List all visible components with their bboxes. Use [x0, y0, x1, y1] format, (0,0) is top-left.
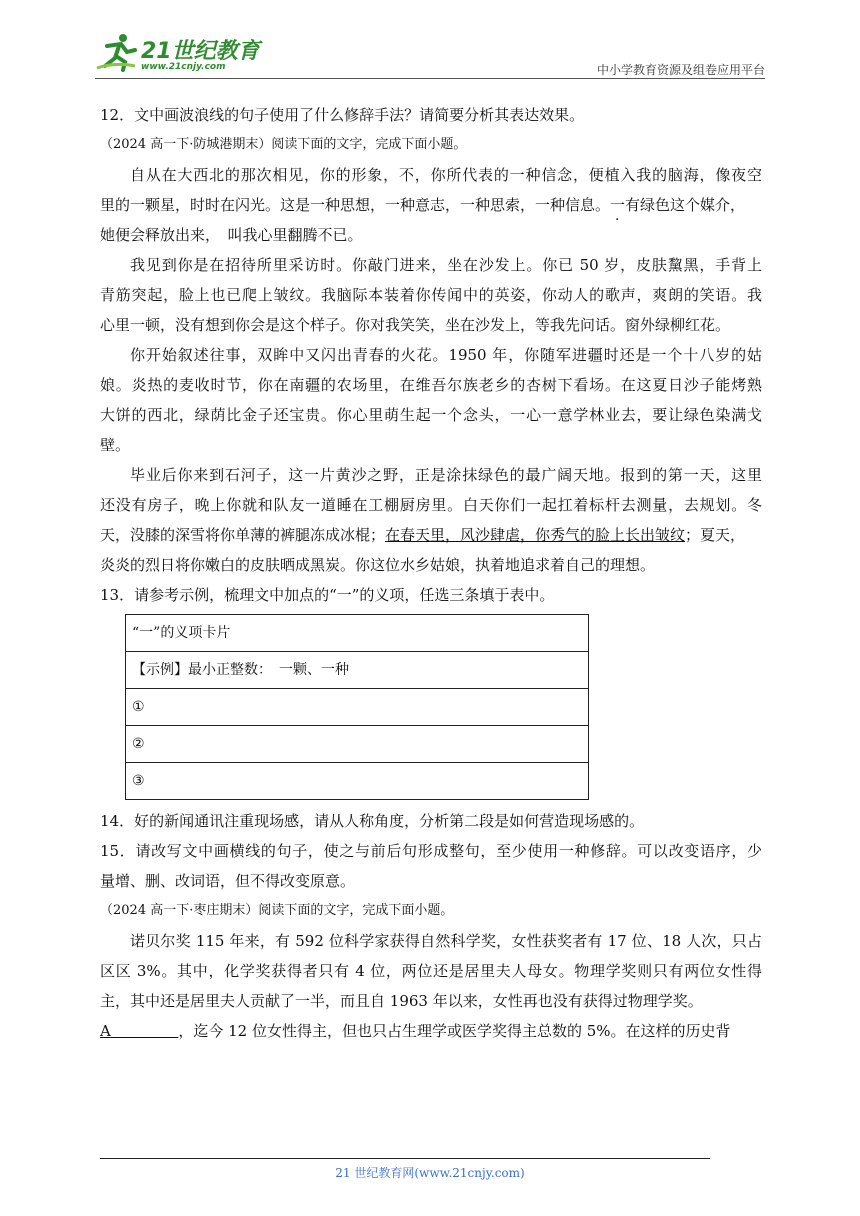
passage1-p4-line1: 毕业后你来到石河子，这一片黄沙之野，正是涂抹绿色的最广阔天地。报到的第一天，这里 — [130, 466, 762, 484]
page-footer: 21 世纪教育网(www.21cnjy.com) — [335, 1166, 525, 1180]
question-13: 13．请参考示例，梳理文中加点的“一”的义项，任选三条填于表中。 — [100, 586, 555, 604]
header-platform-text: 中小学教育资源及组卷应用平台 — [596, 63, 765, 77]
card-example: 【示例】最小正整数： 一颗、一种 — [126, 652, 589, 689]
passage1-p2-line3: 心里一顿，没有想到你会是这个样子。你对我笑笑，坐在沙发上，等我先问话。窗外绿柳红花。 — [100, 316, 731, 334]
passage1-p1-line3: 她便会释放出来， 叫我心里翻腾不已。 — [100, 226, 363, 244]
text-span: 里的一颗星，时时在闪光。这是一种思想，一种意志，一种思索，一种信息。 — [100, 196, 611, 214]
card-row-2[interactable]: ② — [126, 726, 589, 763]
document-body — [100, 100, 762, 1046]
passage1-p3-line4: 壁。 — [100, 436, 131, 454]
header-divider — [95, 78, 765, 79]
card-title: “一”的义项卡片 — [126, 615, 589, 652]
passage1-p1-line2 — [100, 190, 762, 220]
question-14: 14．好的新闻通讯注重现场感，请从人称角度，分析第二段是如何营造现场感的。 — [100, 812, 645, 830]
passage1-p2-line2: 青筋突起，脸上也已爬上皱纹。我脑际本装着你传闻中的英姿，你动人的歌声，爽朗的笑语。我 — [100, 286, 762, 304]
passage1-p1-line1: 自从在大西北的那次相见，你的形象，不，你所代表的一种信念，便植入我的脑海，像夜空 — [130, 166, 762, 184]
passage1-p3-line2: 娘。炎热的麦收时节，你在南疆的农场里，在维吾尔族老乡的杏树下看场。在这夏日沙子能烤熟 — [100, 376, 762, 394]
runner-logo-icon — [95, 32, 139, 72]
text-span: 有绿色这个媒介， — [625, 196, 746, 214]
card-row-1[interactable]: ① — [126, 689, 589, 726]
logo-text: 21世纪教育 — [141, 39, 260, 64]
passage2-p1-line3: 主，其中还是居里夫人贡献了一半，而且自 1963 年以来，女性再也没有获得过物理学奖。 — [100, 992, 703, 1010]
passage1-p4-line4: 炎炎的烈日将你嫩白的皮肤晒成黑炭。你这位水乡姑娘，执着地追求着自己的理想。 — [100, 556, 656, 574]
card-row-3[interactable]: ③ — [126, 763, 589, 800]
passage1-p3-line1: 你开始叙述往事，双眸中又闪出青春的火花。1950 年，你随军进疆时还是一个十八岁的姑 — [130, 346, 762, 364]
passage1-p3-line3: 大饼的西北，绿荫比金子还宝贵。你心里萌生起一个念头，一心一意学林业去，要让绿色染满戈 — [100, 406, 762, 424]
source-note-2: （2024 高一下·枣庄期末）阅读下面的文字，完成下面小题。 — [100, 903, 454, 918]
passage2-p1-line1: 诺贝尔奖 115 年来，有 592 位科学家获得自然科学奖，女性获奖者有 17 位、18 人次，只占 — [130, 932, 762, 950]
question-15-line2: 量增、删、改词语，但不得改变原意。 — [100, 872, 356, 890]
source-note-1: （2024 高一下·防城港期末）阅读下面的文字，完成下面小题。 — [100, 137, 467, 152]
text-span: ；夏天， — [685, 526, 746, 544]
question-12: 12．文中画波浪线的句子使用了什么修辞手法？请简要分析其表达效果。 — [100, 106, 585, 124]
logo-url: www.21cnjy.com — [141, 62, 226, 72]
passage1-p4-line2: 还没有房子，晚上你就和队友一道睡在工棚厨房里。白天你们一起扛着标杆去测量，去规划。冬 — [100, 496, 762, 514]
meaning-card-table — [125, 614, 589, 800]
passage2-p1-line2: 区区 3%。其中，化学奖获得者只有 4 位，两位还是居里夫人母女。物理学奖则只有两位女性得 — [100, 962, 762, 980]
blank-a[interactable] — [100, 1022, 178, 1040]
logo — [95, 30, 275, 76]
text-span: 天，没膝的深雪将你单薄的裤腿冻成冰棍； — [100, 526, 386, 544]
underlined-sentence: 在春天里，风沙肆虐，你秀气的脸上长出皱纹 — [385, 526, 686, 544]
passage2-p2-line1 — [100, 1016, 762, 1046]
passage1-p2-line1: 我见到你是在招待所里采访时。你敲门进来，坐在沙发上。你已 50 岁，皮肤黧黑，手背上 — [130, 256, 762, 274]
question-15-line1: 15．请改写文中画横线的句子，使之与前后句形成整句，至少使用一种修辞。可以改变语序，少 — [100, 842, 762, 860]
page-header — [95, 30, 765, 80]
footer-divider — [100, 1158, 710, 1159]
passage1-p4-line3 — [100, 520, 762, 550]
blank-a-label: A — [100, 1022, 111, 1040]
dotted-char: 一 — [610, 196, 626, 214]
text-span: ，迄今 12 位女性得主，但也只占生理学或医学奖得主总数的 5%。在这样的历史背 — [178, 1022, 731, 1040]
